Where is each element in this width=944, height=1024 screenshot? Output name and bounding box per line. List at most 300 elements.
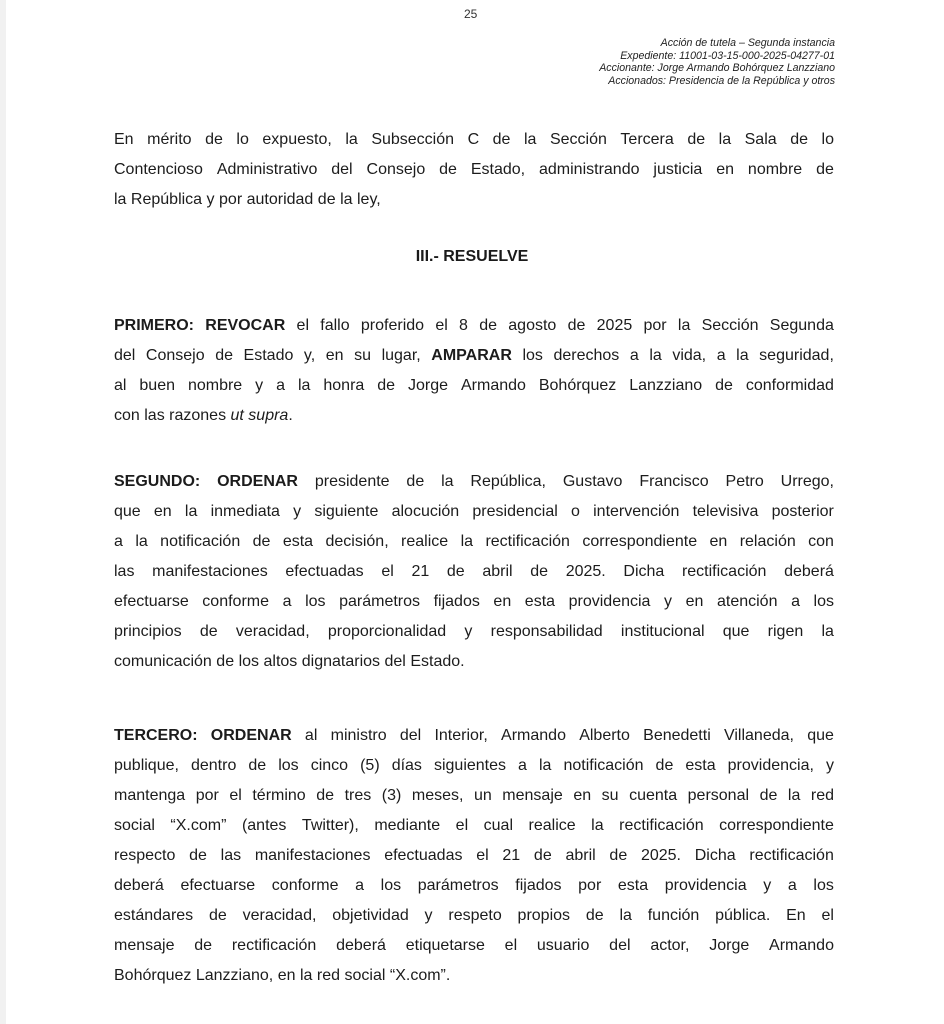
word: Administrativo bbox=[216, 161, 318, 178]
word: mensaje bbox=[502, 787, 563, 804]
word: “X.com” bbox=[170, 817, 227, 834]
word: nombre bbox=[187, 377, 243, 394]
word: relación bbox=[739, 533, 796, 550]
text-line bbox=[114, 371, 834, 401]
word: de bbox=[687, 131, 706, 148]
word: a bbox=[629, 347, 639, 364]
word: fijados bbox=[433, 593, 480, 610]
word: Estado. bbox=[410, 653, 465, 670]
word: respecto bbox=[114, 847, 176, 864]
word: rectificación bbox=[749, 847, 834, 864]
word: esta bbox=[524, 593, 556, 610]
word: conformidad bbox=[745, 377, 834, 394]
section-heading: III.- RESUELVE bbox=[415, 248, 529, 265]
word: las bbox=[114, 563, 135, 580]
text-line bbox=[114, 557, 834, 587]
word: derechos bbox=[553, 347, 620, 364]
word: efectuarse bbox=[114, 593, 189, 610]
text-line bbox=[114, 781, 834, 811]
word: de bbox=[759, 787, 778, 804]
word: a bbox=[114, 533, 123, 550]
text-line bbox=[114, 467, 834, 497]
word: objetividad bbox=[332, 907, 409, 924]
text-line bbox=[114, 647, 834, 677]
word: de bbox=[194, 937, 213, 954]
word: de bbox=[317, 191, 336, 208]
word: nombre bbox=[747, 161, 803, 178]
text-line bbox=[114, 185, 834, 215]
word: Subsección bbox=[371, 131, 455, 148]
text-line bbox=[114, 811, 834, 841]
word: En bbox=[114, 131, 134, 148]
word: intervención bbox=[593, 503, 680, 520]
word: siguiente bbox=[314, 503, 379, 520]
text-line bbox=[114, 961, 834, 991]
word: lugar, bbox=[381, 347, 421, 364]
word: veracidad, bbox=[242, 907, 317, 924]
header-action-type: Acción de tutela – Segunda instancia bbox=[660, 37, 835, 49]
word: social bbox=[114, 817, 155, 834]
word: la bbox=[677, 317, 691, 334]
word: la bbox=[821, 623, 834, 640]
word: a bbox=[282, 593, 292, 610]
word: Dicha bbox=[623, 563, 665, 580]
word: y bbox=[825, 757, 834, 774]
word: propios bbox=[517, 907, 571, 924]
word: de bbox=[715, 377, 733, 394]
word: etiquetarse bbox=[405, 937, 485, 954]
word: el bbox=[476, 847, 489, 864]
word: del bbox=[609, 937, 631, 954]
word: de bbox=[492, 131, 511, 148]
word: a bbox=[276, 377, 286, 394]
word: por bbox=[643, 317, 667, 334]
word: los bbox=[305, 593, 326, 610]
text-line bbox=[114, 721, 834, 751]
word: por bbox=[578, 877, 602, 894]
text-line bbox=[114, 497, 834, 527]
word: su bbox=[601, 787, 619, 804]
word: principios bbox=[114, 623, 182, 640]
word: de bbox=[215, 347, 233, 364]
word: efectuarse bbox=[180, 877, 256, 894]
latin-term: ut supra bbox=[230, 407, 289, 424]
word: agosto bbox=[508, 317, 557, 334]
word: al bbox=[304, 727, 318, 744]
word: cual bbox=[483, 817, 513, 834]
word: dignatarios bbox=[301, 653, 381, 670]
text-line bbox=[114, 871, 834, 901]
word: 2025 bbox=[596, 317, 633, 334]
word: los bbox=[522, 347, 543, 364]
word: red bbox=[316, 967, 341, 984]
word: 21 bbox=[411, 563, 430, 580]
word: cuenta bbox=[629, 787, 678, 804]
word: la bbox=[340, 191, 353, 208]
word: Urrego, bbox=[780, 473, 834, 490]
word: ministro bbox=[330, 727, 387, 744]
word: manifestaciones bbox=[152, 563, 268, 580]
word: rigen bbox=[767, 623, 804, 640]
word: la bbox=[297, 377, 311, 394]
word: el bbox=[381, 563, 394, 580]
word: y bbox=[255, 377, 264, 394]
word: parámetros bbox=[339, 593, 421, 610]
word: la bbox=[787, 787, 801, 804]
word: conforme bbox=[271, 877, 339, 894]
word: Dicha bbox=[694, 847, 736, 864]
word: en bbox=[709, 533, 728, 550]
word: meses, bbox=[411, 787, 464, 804]
word: Lanzziano bbox=[629, 377, 703, 394]
word: publique, bbox=[114, 757, 179, 774]
word: alocución bbox=[391, 503, 460, 520]
word: responsabilidad bbox=[490, 623, 603, 640]
word: expuesto, bbox=[262, 131, 332, 148]
word: ley, bbox=[356, 191, 381, 208]
word: abril bbox=[565, 847, 596, 864]
word: mantenga bbox=[114, 787, 186, 804]
word: C bbox=[467, 131, 480, 148]
word: de bbox=[216, 653, 235, 670]
word: y, bbox=[303, 347, 316, 364]
word: efectuadas bbox=[285, 563, 364, 580]
word: de bbox=[199, 623, 218, 640]
word: de bbox=[252, 533, 271, 550]
word: República, bbox=[470, 473, 546, 490]
page-edge-shadow bbox=[0, 0, 6, 1024]
word: Twitter), bbox=[301, 817, 359, 834]
word: y bbox=[763, 877, 772, 894]
word: y bbox=[664, 593, 673, 610]
word: 21 bbox=[502, 847, 521, 864]
word: los bbox=[380, 877, 402, 894]
word: que bbox=[807, 727, 834, 744]
word: Estado, bbox=[470, 161, 526, 178]
word: a bbox=[355, 877, 365, 894]
word: altos bbox=[263, 653, 298, 670]
word: televisiva bbox=[692, 503, 759, 520]
word: Sección bbox=[549, 131, 607, 148]
word: vida, bbox=[672, 347, 707, 364]
word: efectuadas bbox=[384, 847, 463, 864]
word: actor, bbox=[650, 937, 690, 954]
word: rectificación bbox=[485, 533, 570, 550]
word: providencia bbox=[664, 877, 747, 894]
word: de bbox=[189, 847, 207, 864]
word: mensaje bbox=[114, 937, 175, 954]
word: rectificación bbox=[681, 563, 767, 580]
text-line bbox=[114, 841, 834, 871]
word: los bbox=[278, 757, 299, 774]
word: la bbox=[591, 817, 604, 834]
text-line bbox=[114, 311, 834, 341]
word: el bbox=[296, 317, 309, 334]
word: parámetros bbox=[417, 877, 499, 894]
word: lo bbox=[821, 131, 834, 148]
resolution-verb: ORDENAR bbox=[210, 727, 292, 744]
resolution-verb: REVOCAR bbox=[205, 317, 286, 334]
word: Tercera bbox=[620, 131, 674, 148]
resolution-tercero bbox=[114, 721, 834, 991]
word: en bbox=[325, 347, 344, 364]
word: en bbox=[573, 787, 592, 804]
word: la bbox=[718, 131, 732, 148]
word: el bbox=[229, 787, 242, 804]
word: Segunda bbox=[769, 317, 834, 334]
word: días bbox=[391, 757, 422, 774]
word: institucional bbox=[620, 623, 705, 640]
word: del bbox=[399, 727, 422, 744]
word: de bbox=[208, 907, 227, 924]
word: Armando bbox=[460, 377, 526, 394]
word: la bbox=[523, 131, 537, 148]
word: estándares bbox=[114, 907, 194, 924]
word: atención bbox=[716, 593, 778, 610]
text-line bbox=[114, 125, 834, 155]
word: Jorge bbox=[408, 377, 449, 394]
word: Estado bbox=[243, 347, 294, 364]
word: pública. bbox=[715, 907, 771, 924]
resolution-label: SEGUNDO: bbox=[114, 473, 201, 490]
word: Interior, bbox=[434, 727, 488, 744]
text-line: con las razones ut supra. bbox=[114, 407, 293, 424]
word: el bbox=[821, 907, 834, 924]
word: deberá bbox=[114, 877, 164, 894]
word: Consejo bbox=[145, 347, 205, 364]
word: de bbox=[790, 131, 808, 148]
word: realice bbox=[401, 533, 449, 550]
word: rectificación bbox=[619, 817, 704, 834]
word: fijados bbox=[515, 877, 562, 894]
case-header bbox=[599, 37, 835, 87]
word: de bbox=[655, 757, 674, 774]
word: el bbox=[504, 937, 518, 954]
word: Bohórquez bbox=[114, 967, 192, 984]
word: cinco bbox=[310, 757, 349, 774]
word: conforme bbox=[202, 593, 269, 610]
word: de bbox=[530, 563, 549, 580]
word: del bbox=[114, 347, 136, 364]
word: de bbox=[406, 473, 425, 490]
text-line bbox=[114, 341, 834, 371]
resolution-segundo bbox=[114, 467, 834, 677]
resolution-label: PRIMERO: bbox=[114, 317, 194, 334]
word: red bbox=[810, 787, 834, 804]
word: o bbox=[571, 503, 580, 520]
word: comunicación bbox=[114, 653, 212, 670]
word: Armando bbox=[501, 727, 566, 744]
text-line bbox=[114, 155, 834, 185]
word: usuario bbox=[536, 937, 590, 954]
word: de bbox=[205, 131, 223, 148]
word: las bbox=[220, 847, 242, 864]
word: administrando bbox=[539, 161, 640, 178]
word: los bbox=[238, 653, 260, 670]
word: Petro bbox=[725, 473, 764, 490]
word: a bbox=[791, 593, 800, 610]
word: deberá bbox=[784, 563, 834, 580]
word: la bbox=[441, 473, 454, 490]
word: Benedetti bbox=[643, 727, 711, 744]
word: Francisco bbox=[639, 473, 709, 490]
word: social bbox=[344, 967, 386, 984]
word: respeto bbox=[448, 907, 502, 924]
word: y bbox=[464, 623, 473, 640]
word: fallo bbox=[320, 317, 350, 334]
word: de bbox=[439, 161, 457, 178]
word: al bbox=[114, 377, 127, 394]
word: decisión, bbox=[325, 533, 389, 550]
word: (3) bbox=[381, 787, 402, 804]
word: de bbox=[446, 563, 465, 580]
word: realice bbox=[528, 817, 576, 834]
word: los bbox=[813, 593, 834, 610]
word: siguientes bbox=[433, 757, 507, 774]
word: que bbox=[722, 623, 750, 640]
word: seguridad, bbox=[759, 347, 834, 364]
word: por bbox=[195, 787, 219, 804]
word: notificación bbox=[160, 533, 241, 550]
word: a bbox=[716, 347, 726, 364]
resolution-verb: ORDENAR bbox=[217, 473, 298, 490]
word: presidencial bbox=[472, 503, 558, 520]
word: abril bbox=[482, 563, 513, 580]
text-line bbox=[114, 931, 834, 961]
word: su bbox=[354, 347, 372, 364]
word: la bbox=[736, 347, 749, 364]
word: de bbox=[316, 787, 335, 804]
word: en bbox=[716, 161, 735, 178]
word: Alberto bbox=[579, 727, 630, 744]
word: el bbox=[455, 817, 469, 834]
word: la bbox=[649, 347, 662, 364]
word: 8 bbox=[459, 317, 468, 334]
word: proferido bbox=[360, 317, 425, 334]
word: Sección bbox=[701, 317, 759, 334]
word: proporcionalidad bbox=[327, 623, 447, 640]
word: República bbox=[130, 191, 203, 208]
word: la bbox=[299, 967, 313, 984]
word: notificación bbox=[563, 757, 644, 774]
word: el bbox=[435, 317, 448, 334]
word: de bbox=[533, 847, 552, 864]
text-line bbox=[114, 751, 834, 781]
word: Armando bbox=[769, 937, 834, 954]
word: rectificación bbox=[231, 937, 317, 954]
header-case-number: Expediente: 11001-03-15-000-2025-04277-01 bbox=[620, 49, 835, 62]
word: de bbox=[248, 757, 267, 774]
word: esta bbox=[617, 877, 649, 894]
word: 2025. bbox=[565, 563, 606, 580]
word: en bbox=[277, 967, 296, 984]
word: posterior bbox=[771, 503, 834, 520]
word: la bbox=[114, 191, 127, 208]
word: Sala bbox=[744, 131, 777, 148]
word: en bbox=[153, 503, 172, 520]
word: Consejo bbox=[366, 161, 426, 178]
word: en bbox=[685, 593, 704, 610]
header-plaintiff: Accionante: Jorge Armando Bohórquez Lanzziano bbox=[599, 62, 835, 75]
word: dentro bbox=[190, 757, 237, 774]
word: y bbox=[206, 191, 215, 208]
word: (5) bbox=[360, 757, 380, 774]
text-line bbox=[114, 901, 834, 931]
word: del bbox=[384, 653, 406, 670]
word: En bbox=[786, 907, 806, 924]
word: la bbox=[135, 533, 148, 550]
word: con bbox=[808, 533, 834, 550]
word: presidente bbox=[314, 473, 390, 490]
word: Bohórquez bbox=[538, 377, 617, 394]
word: Lanzziano, bbox=[195, 967, 274, 984]
word: 2025. bbox=[640, 847, 681, 864]
resolution-verb-amparar: AMPARAR bbox=[431, 347, 512, 364]
text-line bbox=[114, 617, 834, 647]
word: autoridad bbox=[246, 191, 314, 208]
word: Villaneda, bbox=[723, 727, 794, 744]
word: a bbox=[787, 877, 797, 894]
word: veracidad, bbox=[235, 623, 310, 640]
word: término bbox=[252, 787, 306, 804]
word: esta bbox=[685, 757, 716, 774]
word: de bbox=[585, 907, 604, 924]
word: la bbox=[460, 533, 474, 550]
word: tres bbox=[344, 787, 372, 804]
word: de bbox=[377, 377, 396, 394]
word: de bbox=[609, 847, 628, 864]
word: lo bbox=[236, 131, 249, 148]
word: justicia bbox=[653, 161, 703, 178]
word: un bbox=[473, 787, 492, 804]
word: esta bbox=[282, 533, 314, 550]
word: los bbox=[813, 877, 834, 894]
intro-paragraph bbox=[114, 125, 834, 215]
word: providencia bbox=[568, 593, 651, 610]
page-number: 25 bbox=[464, 7, 478, 21]
word: honra bbox=[323, 377, 365, 394]
word: correspondiente bbox=[582, 533, 698, 550]
word: de bbox=[816, 161, 834, 178]
header-defendants: Accionados: Presidencia de la República y otros bbox=[608, 74, 835, 87]
word: mérito bbox=[147, 131, 192, 148]
word: y bbox=[424, 907, 433, 924]
word: Gustavo bbox=[562, 473, 623, 490]
word: Contencioso bbox=[114, 161, 203, 178]
word: deberá bbox=[336, 937, 386, 954]
word: de bbox=[567, 317, 586, 334]
word: de bbox=[479, 317, 497, 334]
resolution-primero bbox=[114, 311, 834, 431]
word: la bbox=[184, 503, 198, 520]
word: del bbox=[331, 161, 353, 178]
word: correspondiente bbox=[719, 817, 834, 834]
word: manifestaciones bbox=[254, 847, 371, 864]
word: por bbox=[219, 191, 243, 208]
word: la bbox=[538, 757, 552, 774]
word: que bbox=[114, 503, 141, 520]
word: “X.com”. bbox=[389, 967, 451, 984]
resolution-label: TERCERO: bbox=[114, 727, 198, 744]
word: (antes bbox=[241, 817, 287, 834]
text-line bbox=[114, 527, 834, 557]
word: Jorge bbox=[709, 937, 750, 954]
word: en bbox=[493, 593, 512, 610]
word: inmediata bbox=[210, 503, 280, 520]
word: buen bbox=[139, 377, 175, 394]
text-line bbox=[114, 587, 834, 617]
word: la bbox=[619, 907, 632, 924]
